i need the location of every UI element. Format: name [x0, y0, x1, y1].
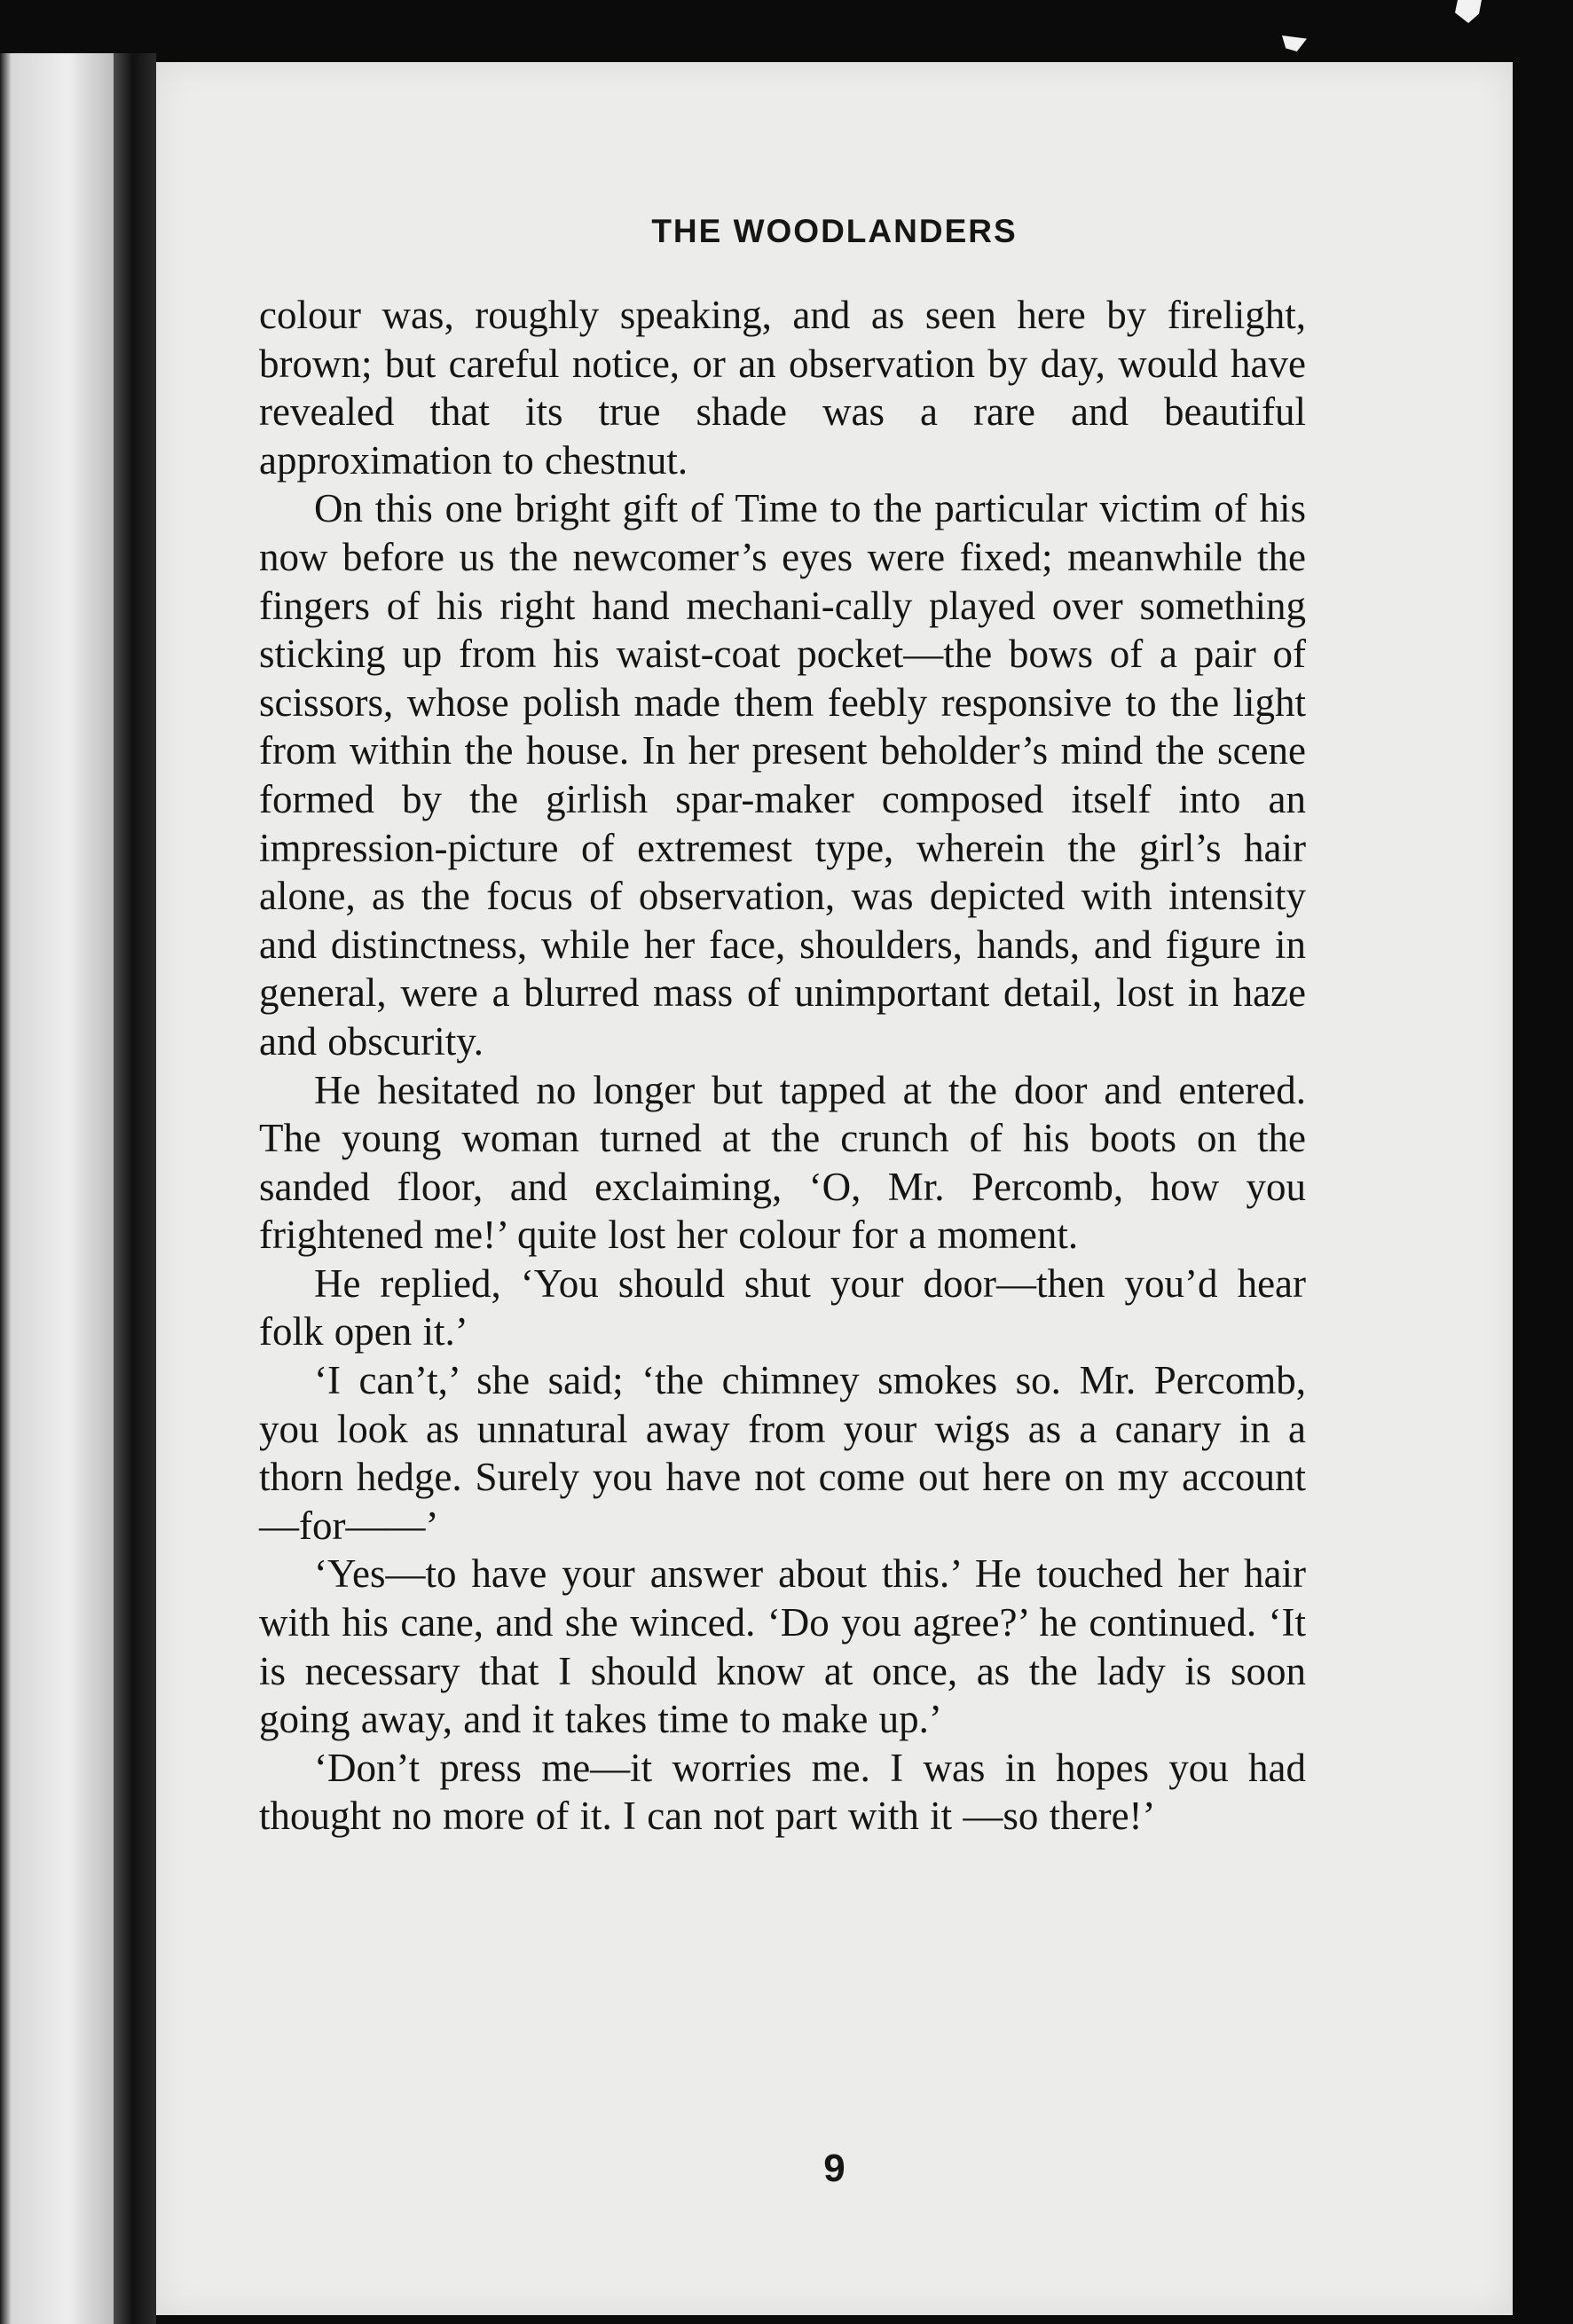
paragraph: ‘Yes—to have your answer about this.’ He touched her hair with his cane, and she winced. ‘Do you agree?’ he continued. ‘It is necessary that I should know at once, as the lady is soon going away, and it takes time to make up.’ — [259, 1551, 1306, 1742]
paragraph: ‘I can’t,’ she said; ‘the chimney smokes so. Mr. Percomb, you look as unnatural away from your wigs as a canary in a thorn hedge. Surely you have not come out here on my account—for——’ — [259, 1358, 1306, 1548]
scan-artifact-mark — [1282, 35, 1307, 51]
page-number: 9 — [823, 2147, 845, 2190]
running-head: THE WOODLANDERS — [651, 213, 1018, 249]
book-gutter — [114, 53, 156, 2324]
scan-artifact-mark — [1455, 0, 1482, 23]
paragraph: ‘Don’t press me—it worries me. I was in hopes you had thought no more of it. I can not part with it —so there!’ — [259, 1745, 1306, 1839]
paragraph: He hesitated no longer but tapped at the door and entered. The young woman turned at the crunch of his boots on the sanded floor, and exclaiming, ‘O, Mr. Percomb, how you frightened me!’ quite lost her colour for a moment. — [259, 1067, 1306, 1258]
scan-border — [1513, 53, 1573, 2324]
body-text — [259, 291, 1306, 1841]
paragraph: colour was, roughly speaking, and as seen here by firelight, brown; but careful notice, or an observation by day, would have revealed that its true shade was a rare and beautiful approximation to chestnut. — [259, 293, 1306, 483]
facing-page-edge — [0, 53, 114, 2324]
paragraph: On this one bright gift of Time to the particular victim of his now before us the newcomer’s eyes were fixed; meanwhile the fingers of his right hand mechani-cally played over something sticking up from his waist-coat pocket—the bows of a pair of scissors, whose polish made them feebly responsive to the light from within the house. In her present beholder’s mind the scene formed by the girlish spar-maker composed itself into an impression-picture of extremest type, wherein the girl’s hair alone, as the focus of observation, was depicted with intensity and distinctness, while her face, shoulders, hands, and figure in general, were a blurred mass of unimportant detail, lost in haze and obscurity. — [259, 486, 1306, 1064]
book-page — [156, 62, 1513, 2315]
paragraph: He replied, ‘You should shut your door—then you’d hear folk open it.’ — [259, 1260, 1306, 1354]
